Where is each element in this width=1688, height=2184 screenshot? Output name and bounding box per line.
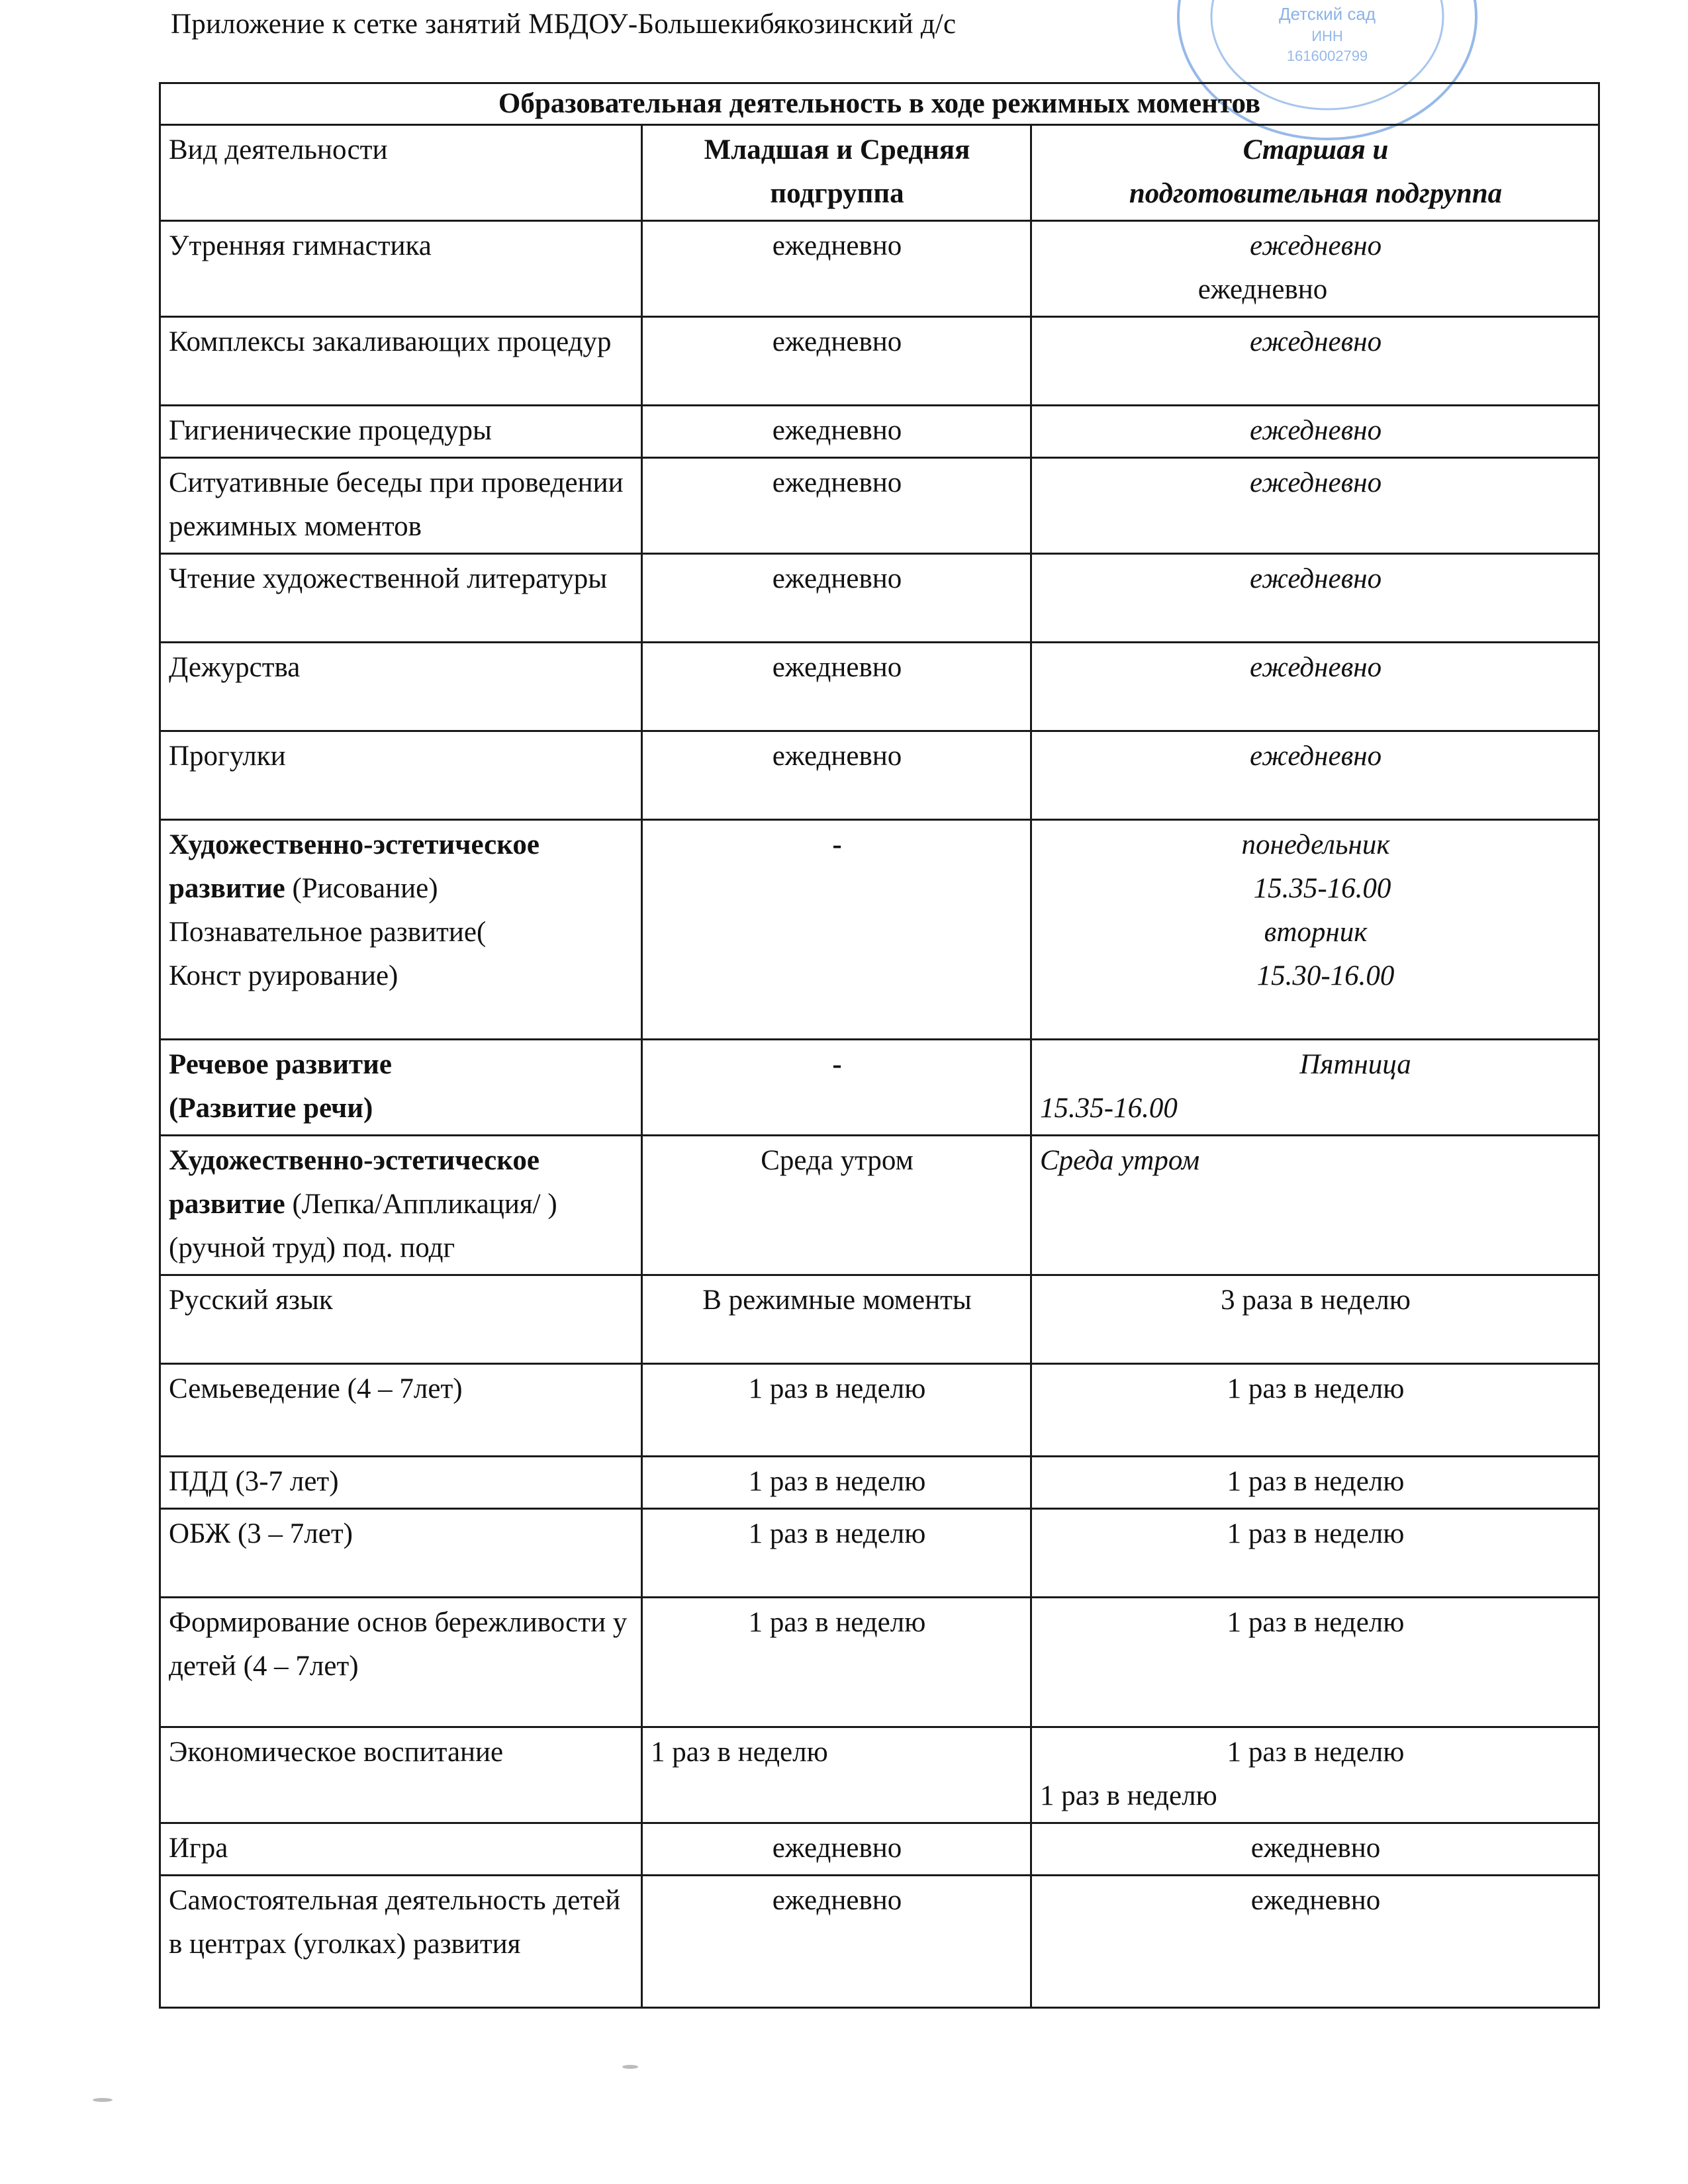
row-senior: Среда утром — [1031, 1136, 1599, 1275]
header-activity: Вид деятельности — [160, 125, 642, 221]
row-junior: ежедневно — [642, 643, 1031, 731]
row-junior: ежедневно — [642, 1823, 1031, 1876]
row-activity — [160, 1040, 642, 1136]
row-activity: Дежурства — [160, 643, 642, 731]
row-activity: ПДД (3-7 лет) — [160, 1457, 642, 1509]
row-senior: ежедневно — [1031, 406, 1599, 458]
table-row — [160, 554, 1599, 643]
craft-normal: (Лепка/Аппликация/ )(ручной труд) под. подг — [169, 1189, 557, 1263]
art-senior-time2: 15.30-16.00 — [1256, 960, 1395, 991]
row-activity: Прогулки — [160, 731, 642, 820]
row-junior: - — [642, 820, 1031, 1040]
art-senior-day1: понедельник — [1241, 829, 1390, 860]
header-junior-line1: Младшая и Средняя — [704, 134, 970, 165]
row-activity: Игра — [160, 1823, 642, 1876]
table-header-row — [160, 125, 1599, 221]
row-junior: 1 раз в неделю — [642, 1727, 1031, 1823]
row-junior: 1 раз в неделю — [642, 1364, 1031, 1457]
speech-senior-day: Пятница — [1299, 1049, 1411, 1080]
row-senior: ежедневно — [1031, 554, 1599, 643]
econ-senior-value: 1 раз в неделю — [1227, 1737, 1405, 1768]
row-senior: ежедневно — [1031, 1823, 1599, 1876]
row-junior: - — [642, 1040, 1031, 1136]
page-header-title: Приложение к сетке занятий МБДОУ-Большекибякозинский д/с — [171, 9, 957, 40]
scan-speck — [93, 2098, 113, 2102]
art-normal: (Рисование) — [285, 873, 438, 904]
table-row — [160, 643, 1599, 731]
row-activity: Комплексы закаливающих процедур — [160, 317, 642, 406]
row-senior — [1031, 1040, 1599, 1136]
table-row — [160, 1509, 1599, 1598]
econ-senior-extra: 1 раз в неделю — [1040, 1780, 1217, 1811]
table-row — [160, 1275, 1599, 1364]
table-row — [160, 1876, 1599, 2008]
row-senior — [1031, 1727, 1599, 1823]
row-senior — [1031, 221, 1599, 317]
row-senior: ежедневно — [1031, 1876, 1599, 2008]
row-senior: ежедневно — [1031, 643, 1599, 731]
table-row — [160, 731, 1599, 820]
speech-line2: (Развитие речи) — [169, 1093, 373, 1124]
row-junior: ежедневно — [642, 731, 1031, 820]
row-activity: ОБЖ (3 – 7лет) — [160, 1509, 642, 1598]
row-activity: Русский язык — [160, 1275, 642, 1364]
header-junior-line2: подгруппа — [770, 178, 904, 209]
row-junior: 1 раз в неделю — [642, 1509, 1031, 1598]
table-title: Образовательная деятельность в ходе режимных моментов — [160, 83, 1599, 125]
table-row — [160, 458, 1599, 554]
art-senior-time1: 15.35-16.00 — [1253, 873, 1391, 904]
craft-bold: Художественно-эстетическое развитие — [169, 1145, 540, 1220]
row-junior: ежедневно — [642, 458, 1031, 554]
table-row-craft — [160, 1136, 1599, 1275]
row-senior-extra: ежедневно — [1197, 274, 1328, 305]
header-senior-line1: Старшая и — [1243, 134, 1389, 165]
table-row — [160, 317, 1599, 406]
header-senior — [1031, 125, 1599, 221]
table-row-speech — [160, 1040, 1599, 1136]
table-title-row — [160, 83, 1599, 125]
table-row — [160, 221, 1599, 317]
row-senior: 1 раз в неделю — [1031, 1598, 1599, 1727]
art-bold: Художественно-эстетическое развитие — [169, 829, 540, 904]
row-activity: Утренняя гимнастика — [160, 221, 642, 317]
scan-speck — [622, 2065, 638, 2069]
row-junior: ежедневно — [642, 317, 1031, 406]
row-junior: Среда утром — [642, 1136, 1031, 1275]
speech-senior-time: 15.35-16.00 — [1040, 1093, 1178, 1124]
activities-table — [159, 82, 1600, 2009]
table-row — [160, 1364, 1599, 1457]
row-senior: ежедневно — [1031, 317, 1599, 406]
stamp-line3: 1616002799 — [1286, 48, 1368, 64]
row-activity: Самостоятельная деятельность детей в центрах (уголках) развития — [160, 1876, 642, 2008]
row-senior: ежедневно — [1031, 458, 1599, 554]
row-activity: Ситуативные беседы при проведении режимных моментов — [160, 458, 642, 554]
row-activity — [160, 820, 642, 1040]
stamp-line1: Детский сад — [1278, 4, 1376, 24]
art-senior-day2: вторник — [1264, 917, 1368, 948]
row-junior: 1 раз в неделю — [642, 1598, 1031, 1727]
row-activity: Чтение художественной литературы — [160, 554, 642, 643]
row-junior: 1 раз в неделю — [642, 1457, 1031, 1509]
table-row — [160, 1598, 1599, 1727]
row-junior: ежедневно — [642, 554, 1031, 643]
table-row — [160, 406, 1599, 458]
table-row-econ — [160, 1727, 1599, 1823]
row-junior: ежедневно — [642, 406, 1031, 458]
table-row-art — [160, 820, 1599, 1040]
row-senior: 1 раз в неделю — [1031, 1364, 1599, 1457]
header-senior-line2: подготовительная подгруппа — [1129, 178, 1503, 209]
row-activity: Гигиенические процедуры — [160, 406, 642, 458]
row-senior-value: ежедневно — [1249, 230, 1382, 261]
row-activity — [160, 1136, 642, 1275]
row-junior: В режимные моменты — [642, 1275, 1031, 1364]
row-senior: 3 раза в неделю — [1031, 1275, 1599, 1364]
row-senior: ежедневно — [1031, 731, 1599, 820]
row-senior: 1 раз в неделю — [1031, 1509, 1599, 1598]
row-junior: ежедневно — [642, 221, 1031, 317]
art-line4: Конст руирование) — [169, 960, 399, 991]
header-junior — [642, 125, 1031, 221]
row-junior: ежедневно — [642, 1876, 1031, 2008]
row-senior: 1 раз в неделю — [1031, 1457, 1599, 1509]
row-activity: Формирование основ бережливости у детей (4 – 7лет) — [160, 1598, 642, 1727]
row-activity: Экономическое воспитание — [160, 1727, 642, 1823]
row-activity: Семьеведение (4 – 7лет) — [160, 1364, 642, 1457]
art-line3: Познавательное развитие( — [169, 917, 487, 948]
speech-line1: Речевое развитие — [169, 1049, 392, 1080]
row-senior — [1031, 820, 1599, 1040]
table-row — [160, 1457, 1599, 1509]
table-row — [160, 1823, 1599, 1876]
stamp-line2: ИНН — [1311, 28, 1343, 44]
